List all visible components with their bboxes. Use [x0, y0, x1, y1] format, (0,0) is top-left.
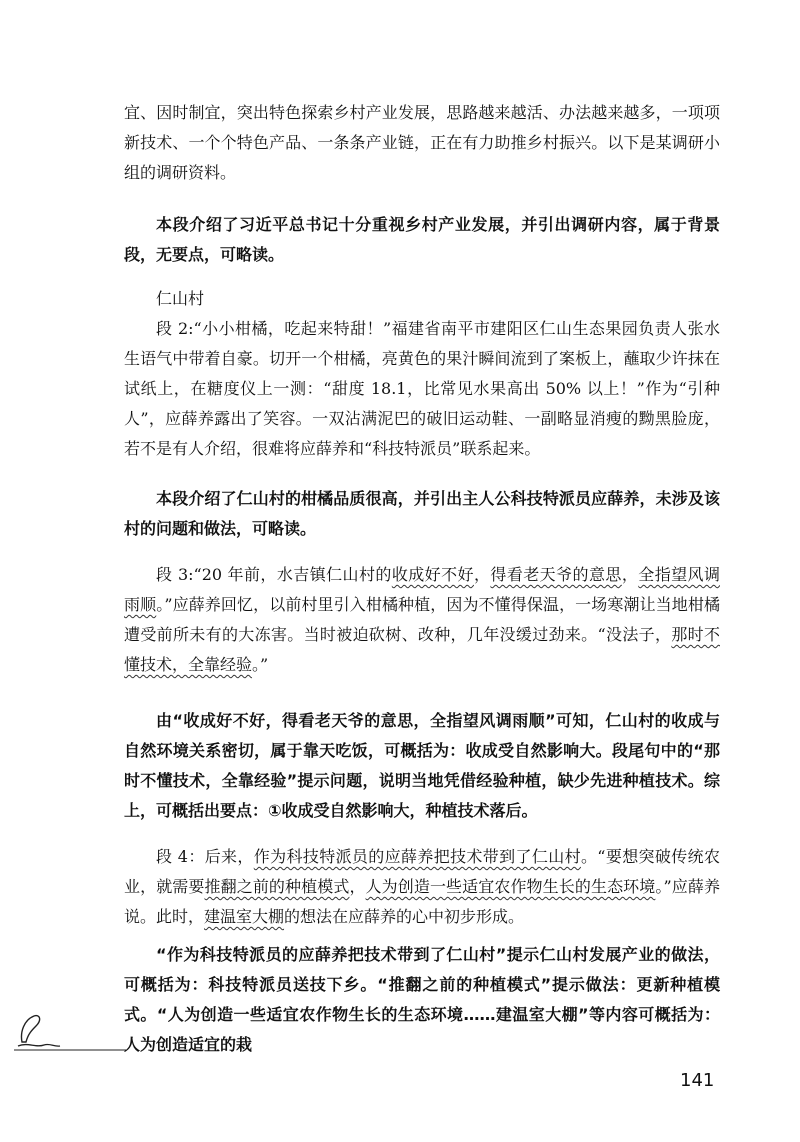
underlined-phrase: 人为创造一些适宜农作物生长的生态环境 [365, 877, 656, 896]
section-heading: 仁山村 [156, 289, 205, 308]
annotation-background: 本段介绍了习近平总书记十分重视乡村产业发展，并引出调研内容，属于背景段，无要点，可略读。 [124, 215, 720, 264]
paragraph-3: 段 3:“20 年前，水吉镇仁山村的收成好不好，得看老天爷的意思，全指望风调雨顺。”应薛养回忆，以前村里引入柑橘种植，因为不懂得保温，一场寒潮让当地柑橘遭受前所未有的大冻害。当时被迫砍树、改种，几年没缓过劲来。“没法子，那时不懂技术，全靠经验。” [124, 565, 720, 674]
underlined-phrase: 作为科技特派员的应薛养把技术带到了仁山村 [253, 847, 581, 866]
page-number: 141 [680, 1070, 715, 1091]
underlined-phrase: 那时不懂技术，全靠经验 [124, 625, 720, 674]
annotation-paragraph-2: 本段介绍了仁山村的柑橘品质很高，并引出主人公科技特派员应薛养，未涉及该村的问题和做法，可略读。 [124, 489, 720, 538]
underlined-phrase: 得看老天爷的意思 [490, 565, 622, 584]
annotation-paragraph-3: 由“收成好不好，得看老天爷的意思，全指望风调雨顺”可知，仁山村的收成与自然环境关系密切，属于靠天吃饭，可概括为：收成受自然影响大。段尾句中的“那时不懂技术，全靠经验”提示问题，说明当地凭借经验种植，缺少先进种植技术。综上，可概括出要点：①收成受自然影响大，种植技术落后。 [124, 711, 720, 820]
underlined-phrase: 推翻之前的种植模式 [204, 877, 350, 896]
paragraph-4: 段 4：后来，作为科技特派员的应薛养把技术带到了仁山村。“要想突破传统农业，就需要推翻之前的种植模式，人为创造一些适宜农作物生长的生态环境。”应薛养说。此时，建温室大棚的想法在应薛养的心中初步形成。 [124, 847, 720, 926]
annotation-paragraph-4: “作为科技特派员的应薛养把技术带到了仁山村”提示仁山村发展产业的做法，可概括为：科技特派员送技下乡。“推翻之前的种植模式”提示做法：更新种植模式。“人为创造一些适宜农作物生长的生态环境……建温室大棚”等内容可概括为：人为创造适宜的栽 [124, 945, 720, 1054]
pen-note-icon [14, 1012, 126, 1052]
paragraph-2: 段 2:“小小柑橘，吃起来特甜！”福建省南平市建阳区仁山生态果园负责人张水生语气中带着自豪。切开一个柑橘，亮黄色的果汁瞬间流到了案板上，蘸取少许抹在试纸上，在糖度仪上一测：“甜度 18.1，比常见水果高出 50% 以上！”作为“引种人”，应薛养露出了笑容。一双沾满泥巴的破旧运动鞋、一副略显消瘦的黝黑脸庞，若不是有人介绍，很难将应薛养和“科技特派员”联系起来。 [124, 319, 720, 458]
underlined-phrase: 收成好不好 [391, 565, 474, 584]
underlined-phrase: 建温室大棚 [204, 907, 285, 926]
underlined-phrase: 全指望风调雨顺 [124, 565, 720, 614]
paragraph-intro: 宜、因时制宜，突出特色探索乡村产业发展，思路越来越活、办法越来越多，一项项新技术、一个个特色产品、一条条产业链，正在有力助推乡村振兴。以下是某调研小组的调研资料。 [124, 103, 720, 182]
